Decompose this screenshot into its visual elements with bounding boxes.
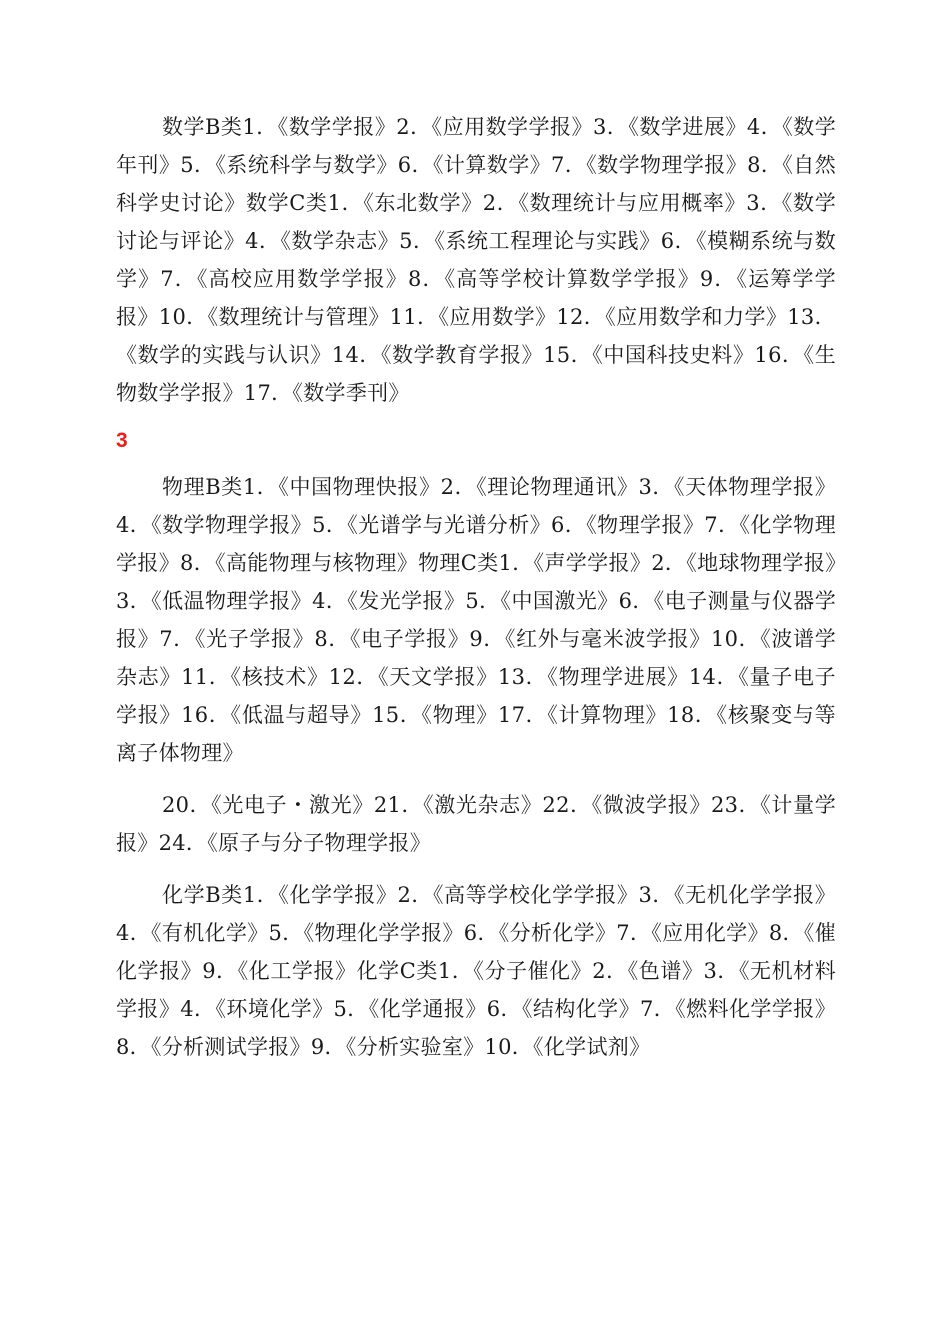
document-page [116, 108, 836, 1066]
page-number: 3 [116, 429, 128, 452]
physics-journals-continued-paragraph: 20．《光电子・激光》21．《激光杂志》22．《微波学报》23．《计量学报》24．《原子与分子物理学报》 [116, 793, 836, 855]
physics-journals-paragraph: 物理B类1．《中国物理快报》2．《理论物理通讯》3．《天体物理学报》4．《数学物理学报》5．《光谱学与光谱分析》6．《物理学报》7．《化学物理学报》8．《高能物理与核物理》物理C类1．《声学学报》2．《地球物理学报》3．《低温物理学报》4．《发光学报》5．《中国激光》6．《电子测量与仪器学报》7．《光子学报》8．《电子学报》9．《红外与毫米波学报》10．《波谱学杂志》11．《核技术》12．《天文学报》13．《物理学进展》14．《量子电子学报》16．《低温与超导》15．《物理》17．《计算物理》18．《核聚变与等离子体物理》 [116, 475, 836, 765]
chemistry-journals-paragraph: 化学B类1．《化学学报》2．《高等学校化学学报》3．《无机化学学报》4．《有机化学》5．《物理化学学报》6．《分析化学》7．《应用化学》8．《催化学报》9．《化工学报》化学C类1．《分子催化》2．《色谱》3．《无机材料学报》4．《环境化学》5．《化学通报》6．《结构化学》7．《燃料化学学报》8．《分析测试学报》9．《分析实验室》10．《化学试剂》 [116, 883, 836, 1059]
math-journals-paragraph: 数学B类1．《数学学报》2．《应用数学学报》3．《数学进展》4．《数学年刊》5．《系统科学与数学》6．《计算数学》7．《数学物理学报》8．《自然科学史讨论》数学C类1．《东北数学》2．《数理统计与应用概率》3．《数学讨论与评论》4．《数学杂志》5．《系统工程理论与实践》6．《模糊系统与数学》7．《高校应用数学学报》8．《高等学校计算数学学报》9．《运筹学学报》10．《数理统计与管理》11．《应用数学》12．《应用数学和力学》13．《数学的实践与认识》14．《数学教育学报》15．《中国科技史料》16．《生物数学学报》17．《数学季刊》 [116, 115, 836, 405]
